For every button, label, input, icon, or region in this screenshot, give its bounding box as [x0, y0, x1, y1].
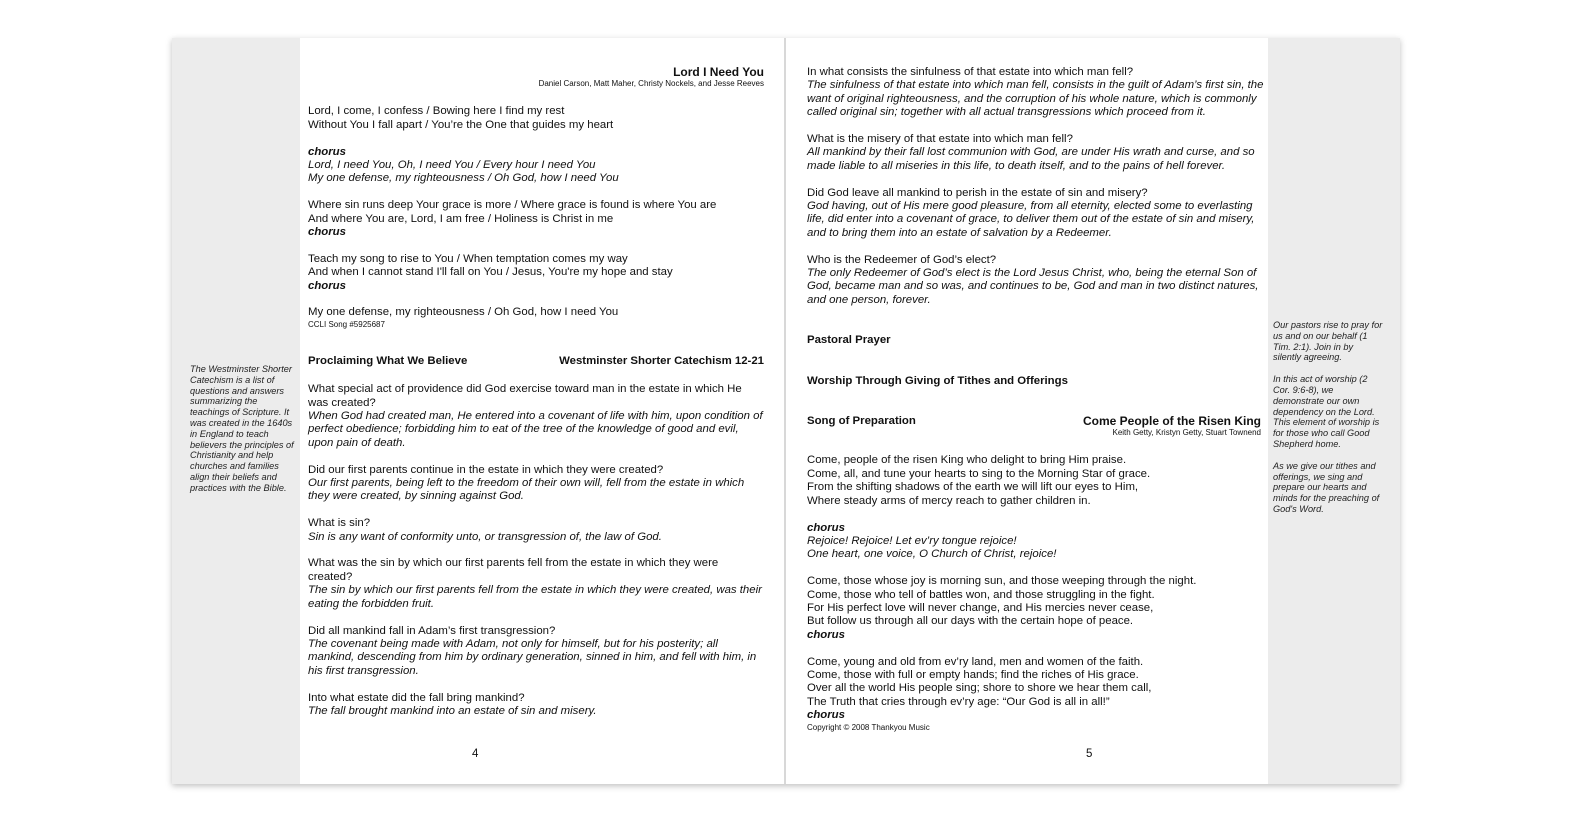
chorus-label: chorus	[308, 226, 346, 239]
page-5	[786, 38, 1268, 784]
lyric-line: Where steady arms of mercy reach to gather children in.	[807, 494, 1091, 507]
sidebar-text: The Westminster Shorter Catechism is a list of questions and answers summarizing the teachings of Scripture. It was created in the 1640s in England to teach believers the principles of Christianity and help churches and families align their beliefs and practices with the Bible.	[190, 364, 294, 493]
left-page-content	[308, 66, 764, 718]
catechism-question: What is the misery of that estate into which man fell?	[807, 133, 1073, 146]
catechism-question: What was the sin by which our first parents fell from the estate in which they were created?	[308, 557, 719, 583]
catechism-question: What special act of providence did God exercise toward man in the estate in which He was created?	[308, 383, 742, 409]
sidebar-text: In this act of worship (2 Cor. 9:6-8), we demonstrate our own dependency on the Lord. This element of worship is for those who call Good Shepherd home.	[1273, 374, 1380, 449]
lyric-line: But follow us through all our days with the certain hope of peace.	[807, 615, 1134, 628]
chorus-label: chorus	[807, 628, 845, 641]
chorus-label: chorus	[807, 521, 845, 534]
catechism-answer: The sinfulness of that estate into which man fell, consists in the guilt of Adam’s first sin, the want of original righteousness, and the corruption of his whole nature, which is commonly called original sin; together with all actual transgressions which proceed from it.	[807, 79, 1264, 119]
lyric-line: Over all the world His people sing; shore to shore we hear them call,	[807, 682, 1152, 695]
catechism-question: Did all mankind fall in Adam’s first transgression?	[308, 624, 556, 637]
booklet-spread	[172, 38, 1400, 784]
lyric-line: My one defense, my righteousness / Oh God, how I need You	[308, 306, 619, 319]
catechism-sidebar-note	[190, 364, 296, 494]
catechism-answer: The covenant being made with Adam, not only for himself, but for his posterity; all mankind, descending from him by ordinary generation, sinned in him, and fell with him, in his first transgression.	[308, 637, 757, 677]
copyright: Copyright © 2008 Thankyou Music	[807, 722, 930, 732]
song-title: Lord I Need You	[673, 65, 764, 79]
lyric-line: Without You I fall apart / You’re the One that guides my heart	[308, 118, 614, 131]
catechism-question: What is sin?	[308, 517, 371, 530]
page-4	[300, 38, 784, 784]
catechism-answer: God having, out of His mere good pleasure, from all eternity, elected some to everlasting life, did enter into a covenant of grace, to deliver them out of the estate of sin and misery, and to bring them into an estate of salvation by a Redeemer.	[807, 200, 1255, 239]
lyric-line: The Truth that cries through ev’ry age: “Our God is all in all!”	[807, 695, 1110, 708]
catechism-answer: Sin is any want of conformity unto, or transgression of, the law of God.	[308, 530, 662, 543]
catechism-answer: All mankind by their fall lost communion with God, are under His wrath and curse, and so made liable to all miseries in this life, to death itself, and to the pains of hell forever.	[807, 146, 1255, 172]
song-authors: Keith Getty, Kristyn Getty, Stuart Townend	[1112, 428, 1261, 438]
lyric-line: Come, all, and tune your hearts to sing to the Morning Star of grace.	[807, 467, 1151, 480]
catechism-reference: Westminster Shorter Catechism 12-21	[559, 354, 764, 367]
lyric-line: Come, young and old from ev’ry land, men and women of the faith.	[807, 655, 1144, 668]
song-header	[807, 415, 1269, 428]
chorus-label: chorus	[807, 709, 845, 722]
catechism-heading: Proclaiming What We Believe	[308, 354, 468, 367]
lyric-line: Come, those whose joy is morning sun, and those weeping through the night.	[807, 575, 1197, 588]
lyric-line: Come, people of the risen King who delight to bring Him praise.	[807, 454, 1127, 467]
giving-heading: Worship Through Giving of Tithes and Offerings	[807, 374, 1068, 387]
catechism-answer: The sin by which our first parents fell from the estate in which they were created, was their eating the forbidden fruit.	[308, 584, 762, 610]
chorus-label: chorus	[308, 279, 346, 292]
lyric-line: For His perfect love will never change, and His mercies never cease,	[807, 601, 1154, 614]
song-section-heading: Song of Preparation	[807, 415, 916, 428]
catechism-question: In what consists the sinfulness of that estate into which man fell?	[807, 66, 1134, 78]
lyric-line: Lord, I come, I confess / Bowing here I find my rest	[308, 105, 565, 118]
lyric-line: Lord, I need You, Oh, I need You / Every hour I need You	[308, 159, 596, 172]
catechism-question: Who is the Redeemer of God’s elect?	[807, 253, 997, 266]
catechism-answer: Our first parents, being left to the freedom of their own will, fell from the estate in which they were created, by sinning against God.	[308, 477, 745, 503]
sidebar-text: Our pastors rise to pray for us and on our behalf (1 Tim. 2:1). Join in by silently agreeing.	[1273, 320, 1383, 363]
lyric-line: And where You are, Lord, I am free / Holiness is Christ in me	[308, 212, 614, 225]
ccli-number: CCLI Song #5925687	[308, 319, 385, 329]
lyric-line: Teach my song to rise to You / When temptation comes my way	[308, 252, 628, 265]
lyric-line: My one defense, my righteousness / Oh God, how I need You	[308, 172, 619, 185]
catechism-header	[308, 355, 764, 368]
lyric-line: Come, those with full or empty hands; find the riches of His grace.	[807, 668, 1139, 681]
catechism-answer: When God had created man, He entered into a covenant of life with him, upon condition of perfect obedience; forbidding him to eat of the tree of the knowledge of good and evil, upon pain of death.	[308, 410, 763, 449]
lyric-line: From the shifting shadows of the earth we will lift our eyes to Him,	[807, 481, 1139, 494]
page-number: 5	[1086, 748, 1093, 760]
catechism-answer: The only Redeemer of God’s elect is the Lord Jesus Christ, who, being the eternal Son of God, became man and so was, and continues to be, God and man in two distinct natures, and one person, forever.	[807, 267, 1259, 306]
worship-sidebar-notes	[1273, 320, 1383, 515]
catechism-question: Did God leave all mankind to perish in the estate of sin and misery?	[807, 186, 1148, 199]
lyric-line: Come, those who tell of battles won, and those struggling in the fight.	[807, 588, 1155, 601]
page-number: 4	[472, 748, 479, 760]
lyric-line: Where sin runs deep Your grace is more / Where grace is found is where You are	[308, 199, 717, 212]
sidebar-text: As we give our tithes and offerings, we sing and prepare our hearts and minds for the preaching of God's Word.	[1273, 460, 1380, 514]
catechism-question: Did our first parents continue in the estate in which they were created?	[308, 463, 664, 476]
song-authors: Daniel Carson, Matt Maher, Christy Nockels, and Jesse Reeves	[538, 79, 764, 89]
song-title: Come People of the Risen King	[1082, 414, 1261, 429]
lyric-line: Rejoice! Rejoice! Let ev’ry tongue rejoice!	[807, 534, 1017, 547]
chorus-label: chorus	[308, 145, 346, 158]
catechism-question: Into what estate did the fall bring mankind?	[308, 691, 525, 704]
lyric-line: And when I cannot stand I'll fall on You / Jesus, You're my hope and stay	[308, 266, 673, 279]
catechism-answer: The fall brought mankind into an estate of sin and misery.	[308, 704, 597, 717]
right-page-content	[807, 66, 1269, 733]
lyric-line: One heart, one voice, O Church of Christ, rejoice!	[807, 548, 1057, 561]
pastoral-prayer-heading: Pastoral Prayer	[807, 334, 891, 347]
